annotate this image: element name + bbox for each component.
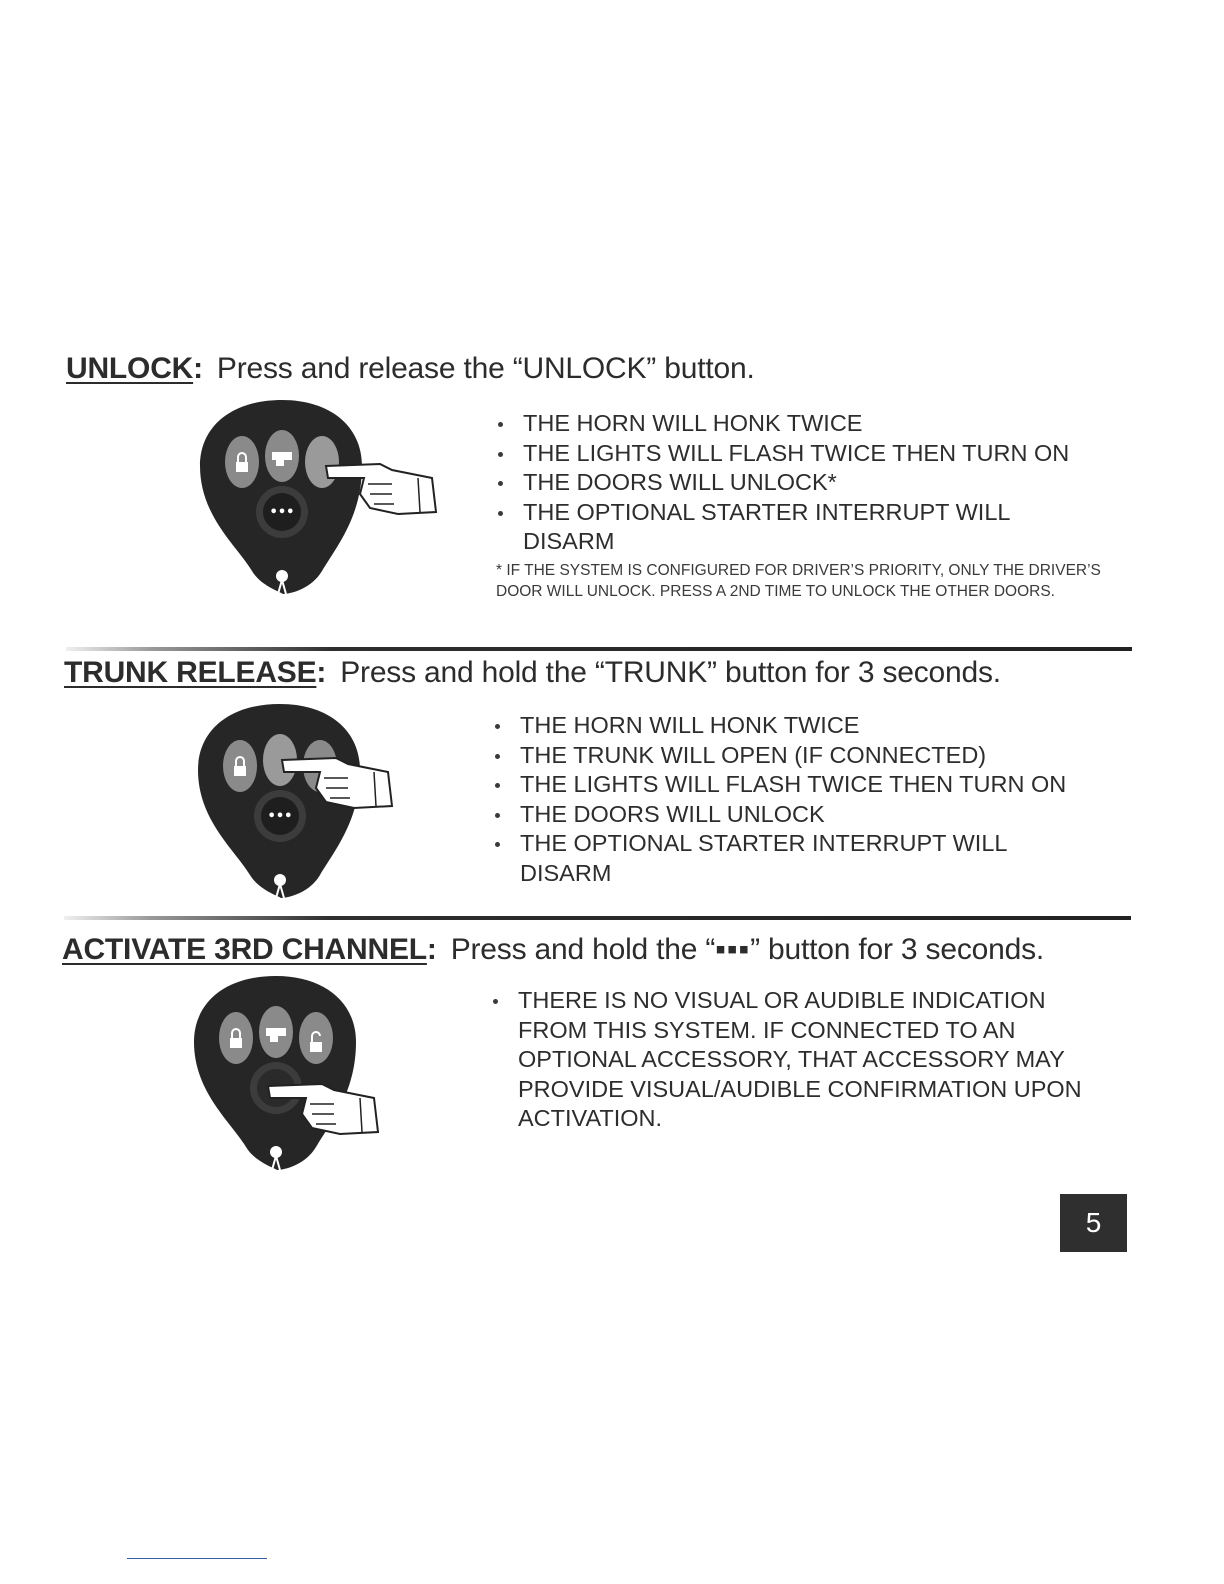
- list-item: THE DOORS WILL UNLOCK*: [493, 468, 1133, 498]
- unlock-instruction: Press and release the “UNLOCK” button.: [216, 352, 755, 385]
- unlock-colon: :: [193, 352, 203, 385]
- remote-trunk-illustration: [190, 700, 440, 900]
- list-item: THERE IS NO VISUAL OR AUDIBLE INDICATION FROM THIS SYSTEM. IF CONNECTED TO AN OPTIONAL ACCESSORY, THAT ACCESSORY MAY PROVIDE VISUAL/AUDIBLE CONFIRMATION UPON ACTIVATION.: [488, 986, 1100, 1134]
- unlock-button: [299, 1012, 333, 1064]
- aux-button-dots: •••: [269, 505, 295, 520]
- channel-colon: :: [426, 933, 437, 966]
- channel-instruction-after: ” button for 3 seconds.: [750, 933, 1045, 966]
- list-item: THE OPTIONAL STARTER INTERRUPT WILL DISARM: [493, 498, 1043, 557]
- channel-instruction-before: Press and hold the “: [450, 933, 716, 966]
- trunk-instruction: Press and hold the “TRUNK” button for 3 seconds.: [340, 656, 1001, 689]
- page-number: 5: [1060, 1194, 1127, 1252]
- list-item: THE DOORS WILL UNLOCK: [490, 800, 1130, 830]
- channel-heading: [62, 933, 1044, 967]
- channel-label: ACTIVATE 3RD CHANNEL: [62, 933, 427, 966]
- unlock-bullets: [493, 409, 1133, 557]
- unlock-footnote: * IF THE SYSTEM IS CONFIGURED FOR DRIVER’S PRIORITY, ONLY THE DRIVER’S DOOR WILL UNLOCK. PRESS A 2ND TIME TO UNLOCK THE OTHER DOORS.: [496, 562, 1101, 600]
- remote-unlock-illustration: [192, 396, 442, 596]
- list-item: THE HORN WILL HONK TWICE: [493, 409, 1133, 439]
- channel-bullets: [488, 986, 1100, 1134]
- trunk-colon: :: [316, 656, 327, 689]
- list-item: THE LIGHTS WILL FLASH TWICE THEN TURN ON: [490, 770, 1130, 800]
- unlock-label: UNLOCK: [66, 352, 194, 385]
- list-item: THE TRUNK WILL OPEN (IF CONNECTED): [490, 741, 1130, 771]
- list-item: THE LIGHTS WILL FLASH TWICE THEN TURN ON: [493, 439, 1133, 469]
- section-divider: [66, 647, 1132, 651]
- footer-rule: [127, 1558, 267, 1559]
- remote-channel-illustration: [186, 972, 436, 1172]
- unlock-heading: [66, 352, 755, 386]
- list-item: THE HORN WILL HONK TWICE: [490, 711, 1130, 741]
- aux-button-dots: •••: [267, 809, 293, 824]
- trunk-heading: [64, 656, 1001, 690]
- unlock-button: [305, 436, 339, 488]
- channel-instruction-symbol: ▪▪▪: [715, 933, 751, 966]
- trunk-bullets: [490, 711, 1130, 888]
- section-divider: [64, 916, 1131, 920]
- trunk-label: TRUNK RELEASE: [64, 656, 317, 689]
- list-item: THE OPTIONAL STARTER INTERRUPT WILL DISARM: [490, 829, 1040, 888]
